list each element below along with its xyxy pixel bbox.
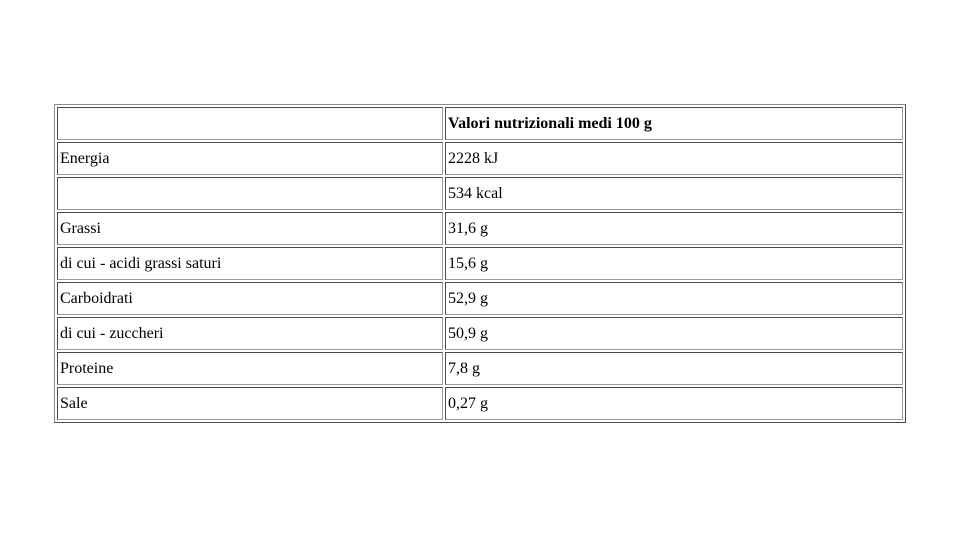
row-value: 7,8 g xyxy=(445,352,903,385)
table-row xyxy=(57,177,903,210)
table-row xyxy=(57,282,903,315)
nutrition-table xyxy=(54,104,906,423)
table-row xyxy=(57,212,903,245)
row-label: Energia xyxy=(57,142,443,175)
table-header-row xyxy=(57,107,903,140)
table-row xyxy=(57,352,903,385)
row-label: Carboidrati xyxy=(57,282,443,315)
table-row xyxy=(57,142,903,175)
table-row xyxy=(57,247,903,280)
row-label: Proteine xyxy=(57,352,443,385)
row-value: 2228 kJ xyxy=(445,142,903,175)
row-label xyxy=(57,177,443,210)
table-row xyxy=(57,317,903,350)
row-value: 52,9 g xyxy=(445,282,903,315)
row-label: di cui - acidi grassi saturi xyxy=(57,247,443,280)
row-value: 50,9 g xyxy=(445,317,903,350)
nutrition-table-body xyxy=(57,107,903,420)
row-label: Grassi xyxy=(57,212,443,245)
row-value: 0,27 g xyxy=(445,387,903,420)
row-label: di cui - zuccheri xyxy=(57,317,443,350)
table-row xyxy=(57,387,903,420)
row-value: 31,6 g xyxy=(445,212,903,245)
header-value-cell: Valori nutrizionali medi 100 g xyxy=(445,107,903,140)
row-value: 534 kcal xyxy=(445,177,903,210)
header-label-cell xyxy=(57,107,443,140)
row-label: Sale xyxy=(57,387,443,420)
row-value: 15,6 g xyxy=(445,247,903,280)
